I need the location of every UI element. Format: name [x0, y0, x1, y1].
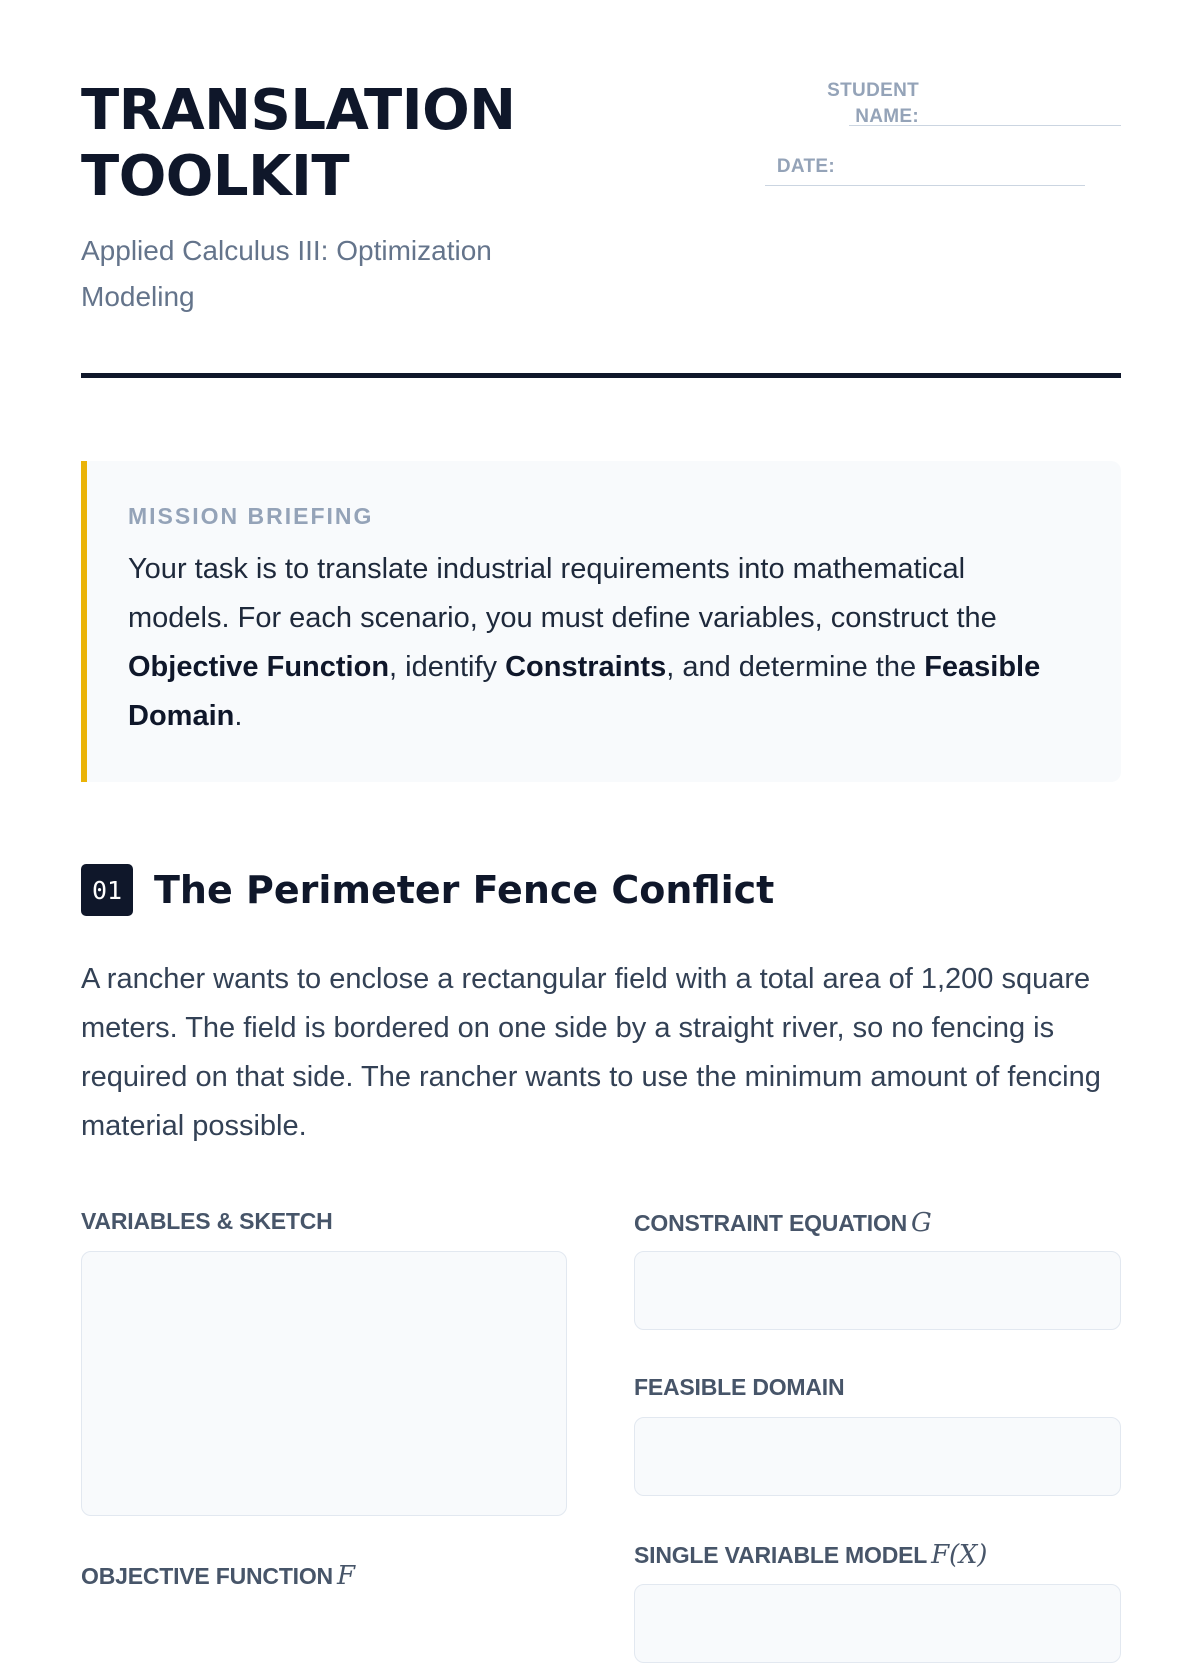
- briefing-term-objective: Objective Function: [128, 651, 390, 683]
- course-subtitle: Applied Calculus III: Optimization Modeling: [81, 235, 492, 312]
- briefing-text-part: , and determine the: [666, 651, 925, 683]
- single-variable-label-text: SINGLE VARIABLE MODEL: [634, 1542, 928, 1568]
- scenario-text: A rancher wants to enclose a rectangular field with a total area of 1,200 square meters. The field is bordered on one side by a straight river, so no fencing is required on that side. The rancher wants to use the minimum amount of fencing material possible.: [81, 963, 1101, 1142]
- constraint-equation-box[interactable]: [634, 1251, 1121, 1330]
- section-title: The Perimeter Fence Conflict: [154, 868, 775, 912]
- briefing-term-domain: Feasible Domain: [128, 651, 1041, 732]
- section-number-badge: 01: [81, 864, 133, 916]
- header-divider: [81, 373, 1121, 378]
- domain-label-text: FEASIBLE DOMAIN: [634, 1374, 845, 1400]
- feasible-domain-label: [634, 1374, 844, 1401]
- briefing-text: [128, 545, 1068, 741]
- section-heading: [81, 864, 774, 916]
- briefing-text-part: .: [234, 700, 243, 732]
- objective-symbol: F: [336, 1561, 355, 1591]
- briefing-text-part: , identify: [389, 651, 506, 683]
- date-field[interactable]: [765, 185, 1085, 186]
- constraint-symbol: G: [911, 1208, 932, 1238]
- single-variable-model-box[interactable]: [634, 1584, 1121, 1663]
- variables-sketch-box[interactable]: [81, 1251, 567, 1516]
- mission-briefing-card: [81, 461, 1121, 782]
- student-name-label: [701, 78, 919, 130]
- single-variable-symbol: F(X): [931, 1540, 988, 1570]
- single-variable-model-label: [634, 1540, 987, 1570]
- briefing-term-constraints: Constraints: [505, 651, 667, 683]
- objective-function-label: [81, 1561, 355, 1591]
- briefing-text-part: Your task is to translate industrial requirements into mathematical models. For each scenario, you must define variables, construct the: [128, 553, 997, 634]
- worksheet-page: [81, 0, 1121, 1591]
- title-line-1: TRANSLATION: [81, 78, 516, 143]
- variables-label-text: VARIABLES & SKETCH: [81, 1208, 333, 1234]
- student-name-label-line-2: NAME:: [855, 106, 919, 127]
- worksheet-header: [81, 0, 1121, 340]
- constraint-equation-label: [634, 1208, 932, 1238]
- date-label: DATE:: [776, 156, 835, 177]
- briefing-title: MISSION BRIEFING: [128, 503, 374, 529]
- feasible-domain-box[interactable]: [634, 1417, 1121, 1496]
- title-line-2: TOOLKIT: [81, 144, 350, 209]
- student-name-label-line-1: STUDENT: [827, 80, 919, 101]
- objective-label-text: OBJECTIVE FUNCTION: [81, 1563, 333, 1589]
- constraint-label-text: CONSTRAINT EQUATION: [634, 1210, 908, 1236]
- variables-label: [81, 1208, 333, 1235]
- student-name-field[interactable]: [849, 125, 1121, 126]
- page-title: [81, 78, 681, 210]
